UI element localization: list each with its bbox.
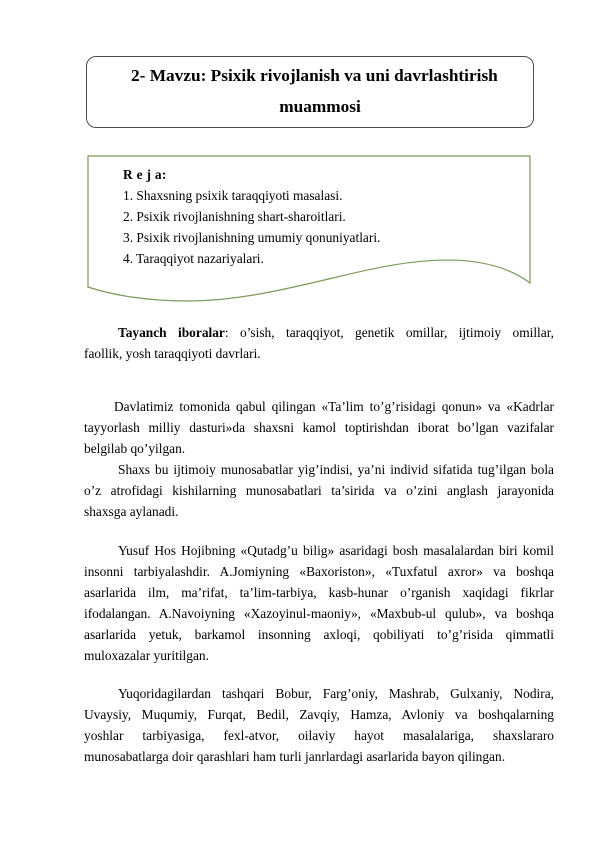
keywords-label: Tayanch iboralar [118,325,225,340]
paragraph-4 [84,683,554,767]
paragraph-line: tayyorlash milliy dasturi»da shaxsni kamol toptirishdan iborat bo’lgan vazifalar [84,420,554,435]
keywords-line-2: faollik, yosh taraqqiyoti davrlari. [84,346,261,361]
paragraph-3 [84,540,554,666]
paragraph-line: asarlarida yetuk, barkamol insonning axloqi, qobiliyati to’g’risida qimmatli [84,627,554,642]
keywords-paragraph [84,322,554,364]
paragraph-line: asarlarida ilm, ma’rifat, ta’lim-tarbiya, kasb-hunar o’rganish xaqidagi fikrlar [84,585,554,600]
paragraph-line: ifodalangan. A.Navoiyning «Xazoyinul-maoniy», «Maxbub-ul qulub», va boshqa [84,606,554,621]
paragraph-line: Yuqoridagilardan tashqari Bobur, Farg’oniy, Mashrab, Gulxaniy, Nodira, [118,686,554,701]
paragraph-line: Shaxs bu ijtimoiy munosabatlar yig’indisi, ya’ni individ sifatida tug’ilgan bola [118,462,554,477]
plan-item: 2. Psixik rivojlanishning shart-sharoitlari. [123,209,346,224]
paragraph-line: Yusuf Hos Hojibning «Qutadg’u bilig» asaridagi bosh masalalardan biri komil [118,543,554,558]
paragraph-line: insonni tarbiyalashdir. A.Jomiyning «Baxoriston», «Tuxfatul axror» va boshqa [84,564,554,579]
title-box [86,56,534,128]
paragraph-line: Uvaysiy, Muqumiy, Furqat, Bedil, Zavqiy, Hamza, Avloniy va boshqalarning [84,707,554,722]
plan-item: 1. Shaxsning psixik taraqqiyoti masalasi. [123,188,343,203]
paragraph-line: munosabatlarga doir qarashlari ham turli janrlardagi asarlarida bayon qilingan. [84,749,506,764]
paragraph-line: o’z atrofidagi kishilarning munosabatlari ta’sirida va o’zini anglash jarayonida [84,483,554,498]
title-line-1: 2- Mavzu: Psixik rivojlanish va uni davrlashtirish [131,66,498,85]
plan-item: 3. Psixik rivojlanishning umumiy qonuniyatlari. [123,230,381,245]
paragraph-line: muloxazalar yuritilgan. [84,648,209,663]
paragraph-line: shaxsga aylanadi. [84,504,179,519]
paragraph-line: belgilab qo’yilgan. [84,441,186,456]
keywords-line-1: Tayanch iboralar: o’sish, taraqqiyot, genetik omillar, ijtimoiy omillar, [118,325,554,340]
paragraph-2 [84,459,554,522]
paragraph-line: yoshlar tarbiyasiga, fexl-atvor, oilaviy hayot masalalariga, shaxslararo [84,728,554,743]
paragraph-1 [84,396,554,459]
plan-item: 4. Taraqqiyot nazariyalari. [123,251,264,266]
plan-list [123,164,380,269]
title-line-2: muammosi [279,97,361,116]
plan-heading: R e j a: [123,167,167,182]
paragraph-line: Davlatimiz tomonida qabul qilingan «Ta’lim to’g’risidagi qonun» va «Kadrlar [114,399,554,414]
